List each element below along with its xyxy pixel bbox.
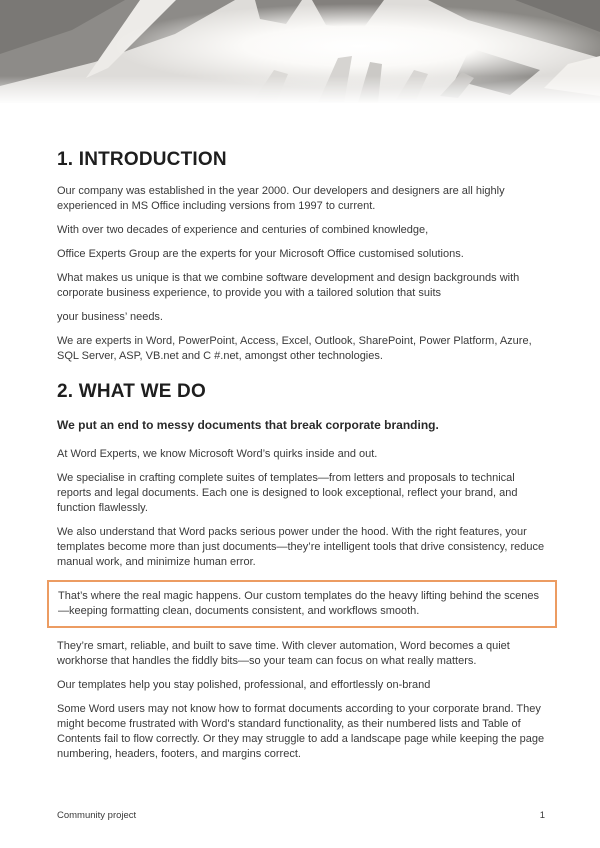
hands-photo-illustration	[0, 0, 600, 103]
intro-paragraph-2: With over two decades of experience and centuries of combined knowledge,	[57, 224, 429, 236]
what-we-do-paragraph-1: At Word Experts, we know Microsoft Word’s quirks inside and out.	[57, 448, 378, 460]
intro-paragraph-6: We are experts in Word, PowerPoint, Access, Excel, Outlook, SharePoint, Power Platform, Azure, SQL Server, ASP, VB.net and C #.net, amongst other technologies.	[57, 335, 532, 362]
footer-text: Community project	[57, 810, 137, 821]
what-we-do-paragraph-3: We also understand that Word packs serious power under the hood. With the right features, your templates become more than just documents—they’re intelligent tools that drive consistency, reduce manual work, and minimize human error.	[57, 526, 545, 568]
header-photo	[0, 0, 600, 103]
what-we-do-paragraph-5: Our templates help you stay polished, professional, and effortlessly on-brand	[57, 679, 431, 691]
page-number: 1	[539, 810, 545, 821]
section-2-heading: 2. WHAT WE DO	[57, 381, 206, 402]
callout-box	[47, 580, 557, 628]
intro-paragraph-4: What makes us unique is that we combine software development and design backgrounds with corporate business experience, to provide you with a tailored solution that suits	[57, 272, 520, 299]
page-footer	[57, 810, 545, 821]
what-we-do-paragraph-4: They’re smart, reliable, and built to save time. With clever automation, Word becomes a quiet workhorse that handles the fiddly bits—so your team can focus on what really matters.	[57, 640, 510, 667]
document-body	[0, 149, 600, 762]
intro-paragraph-3: Office Experts Group are the experts for your Microsoft Office customised solutions.	[57, 248, 464, 260]
section-1-heading: 1. INTRODUCTION	[57, 149, 227, 170]
what-we-do-paragraph-2: We specialise in crafting complete suites of templates—from letters and proposals to technical reports and legal documents. Each one is designed to look exceptional, reflect your brand, and function flawlessly.	[57, 472, 518, 514]
callout-text: That’s where the real magic happens. Our custom templates do the heavy lifting behind the scenes—keeping formatting clean, documents consistent, and workflows smooth.	[58, 590, 540, 617]
intro-paragraph-1: Our company was established in the year 2000. Our developers and designers are all highly experienced in MS Office including versions from 1997 to current.	[57, 185, 505, 212]
what-we-do-paragraph-6: Some Word users may not know how to format documents according to your corporate brand. They might become frustrated with Word's standard functionality, as their numbered lists and Table of Contents fail to flow correctly. Or they may struggle to add a landscape page while keeping the page numbering, headers, footers, and margins correct.	[57, 703, 545, 760]
intro-paragraph-5: your business’ needs.	[57, 311, 163, 323]
what-we-do-lead: We put an end to messy documents that break corporate branding.	[57, 418, 439, 432]
